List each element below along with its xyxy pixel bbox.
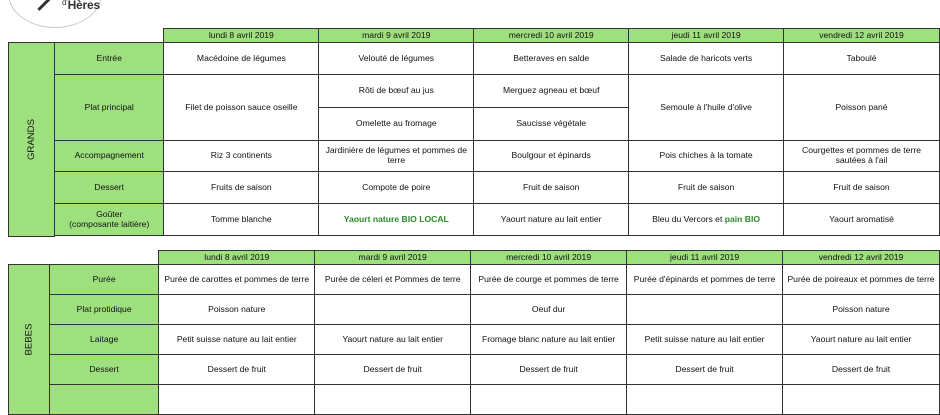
menu-cell: Jardinière de légumes et pommes de terre (319, 141, 474, 172)
logo-text: $^{d'}$Hères (62, 0, 100, 12)
menu-cell: Saucisse végétale (474, 108, 629, 141)
day-header: lundi 8 avril 2019 (159, 251, 315, 265)
group-label-bebes: BEBES (9, 265, 50, 415)
category-dessert: Dessert (55, 172, 164, 204)
day-header: mardi 9 avril 2019 (315, 251, 471, 265)
menu-cell: Fruit de saison (629, 172, 784, 204)
menu-cell-bio: Yaourt nature BIO LOCAL (319, 204, 474, 236)
menu-cell: Pois chiches à la tomate (629, 141, 784, 172)
menu-cell: Salade de haricots verts (629, 43, 784, 75)
menu-cell: Dessert de fruit (783, 355, 940, 385)
category-plat-principal: Plat principal (55, 75, 164, 141)
menu-cell: Riz 3 continents (164, 141, 319, 172)
day-header: vendredi 12 avril 2019 (784, 29, 940, 43)
menu-cell: Dessert de fruit (159, 355, 315, 385)
category-entree: Entrée (55, 43, 164, 75)
menu-cell: Bleu du Vercors et pain BIO (629, 204, 784, 236)
day-header: mardi 9 avril 2019 (319, 29, 474, 43)
menu-table-bebes (8, 250, 940, 415)
menu-cell: Purée de carottes et pommes de terre (159, 265, 315, 295)
menu-cell: Poisson pané (784, 75, 940, 141)
menu-cell: Betteraves en salde (474, 43, 629, 75)
menu-cell: Poisson nature (783, 295, 940, 325)
category-accompagnement: Accompagnement (55, 141, 164, 172)
menu-cell: Yaourt nature au lait entier (474, 204, 629, 236)
menu-cell: Dessert de fruit (315, 355, 471, 385)
menu-cell: Taboulé (784, 43, 940, 75)
bio-label: pain BIO (724, 213, 761, 224)
menu-cell: Oeuf dur (471, 295, 627, 325)
menu-cell: Fruits de saison (164, 172, 319, 204)
category-laitage: Laitage (49, 325, 158, 355)
day-header-row (9, 251, 940, 265)
group-label-grands: GRANDS (9, 43, 55, 237)
menu-cell (315, 295, 471, 325)
table-row (9, 265, 940, 295)
day-header: jeudi 11 avril 2019 (627, 251, 783, 265)
menu-cell: Omelette au fromage (319, 108, 474, 141)
category-plat-protidique: Plat protidique (49, 295, 158, 325)
menu-cell: Purée d'épinards et pommes de terre (627, 265, 783, 295)
menu-cell: Dessert de fruit (471, 355, 627, 385)
menu-cell: Filet de poisson sauce oseille (164, 75, 319, 141)
menu-cell: Macédoine de légumes (164, 43, 319, 75)
menu-cell: Tomme blanche (164, 204, 319, 236)
menu-cell: Purée de céleri et Pommes de terre (315, 265, 471, 295)
menu-table-grands (8, 28, 940, 237)
day-header: mercredi 10 avril 2019 (474, 29, 629, 43)
menu-cell: Courgettes et pommes de terre sautées à l'ail (784, 141, 940, 172)
day-header: jeudi 11 avril 2019 (629, 29, 784, 43)
menu-cell: Petit suisse nature au lait entier (159, 325, 315, 355)
menu-cell: Semoule à l'huile d'olive (629, 75, 784, 141)
table-row (9, 43, 940, 75)
day-header: mercredi 10 avril 2019 (471, 251, 627, 265)
table-row (9, 355, 940, 385)
menu-cell: Yaourt nature au lait entier (783, 325, 940, 355)
category-dessert-bebes: Dessert (49, 355, 158, 385)
table-row (9, 325, 940, 355)
table-row (9, 172, 940, 204)
menu-cell: Fromage blanc nature au lait entier (471, 325, 627, 355)
menu-cell: Rôti de bœuf au jus (319, 75, 474, 108)
menu-cell: Fruit de saison (474, 172, 629, 204)
day-header: vendredi 12 avril 2019 (783, 251, 940, 265)
menu-cell: Poisson nature (159, 295, 315, 325)
menu-cell: Merguez agneau et bœuf (474, 75, 629, 108)
menu-cell: Compote de poire (319, 172, 474, 204)
menu-cell: Fruit de saison (784, 172, 940, 204)
menu-cell: Purée de poireaux et pommes de terre (783, 265, 940, 295)
menu-cell: Purée de courge et pommes de terre (471, 265, 627, 295)
category-puree: Purée (49, 265, 158, 295)
menu-cell: Dessert de fruit (627, 355, 783, 385)
table-row (9, 141, 940, 172)
menu-cell: Yaourt nature au lait entier (315, 325, 471, 355)
menu-cell (627, 295, 783, 325)
menu-cell: Petit suisse nature au lait entier (627, 325, 783, 355)
menu-cell: Boulgour et épinards (474, 141, 629, 172)
table-row (9, 295, 940, 325)
menu-cell: Yaourt aromatisé (784, 204, 940, 236)
menu-cell: Velouté de légumes (319, 43, 474, 75)
day-header-row (9, 29, 940, 43)
table-row (9, 204, 940, 236)
category-gouter: Goûter (composante laitière) (55, 204, 164, 236)
day-header: lundi 8 avril 2019 (164, 29, 319, 43)
table-row (9, 75, 940, 108)
